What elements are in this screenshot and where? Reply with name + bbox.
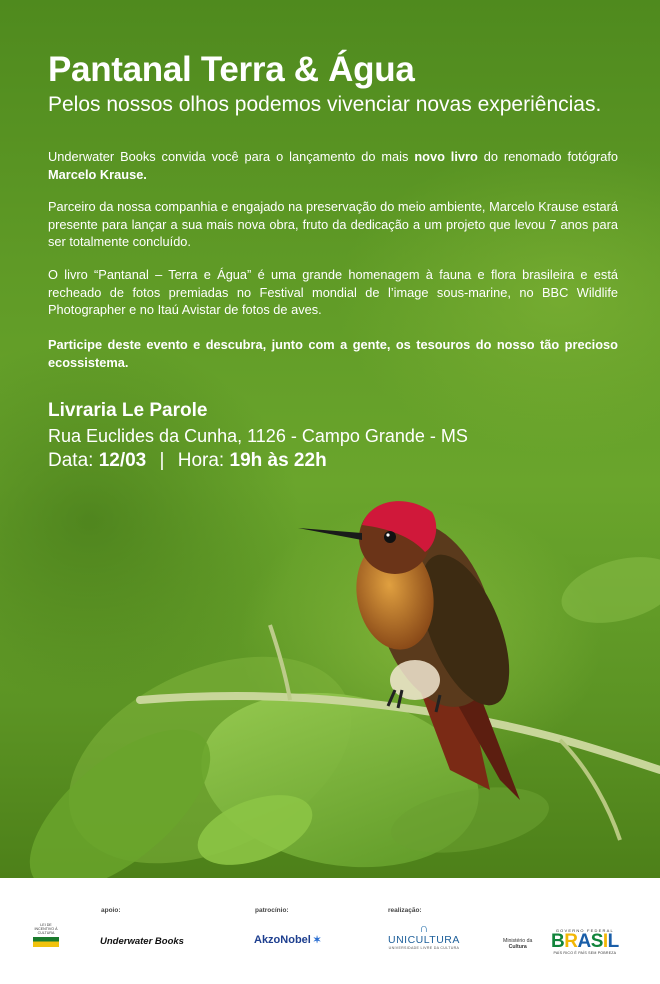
subtitle: Pelos nossos olhos podemos vivenciar novas experiências. bbox=[48, 93, 602, 116]
flag-icon bbox=[33, 937, 59, 947]
unicultura-mark-icon: ∩ bbox=[419, 921, 429, 935]
event-date: 12/03 bbox=[98, 450, 147, 471]
call-to-action-paragraph: Participe deste evento e descubra, junto com a gente, os tesouros do nosso tão precioso ecossistema. bbox=[48, 337, 618, 370]
lei-incentivo-logo bbox=[33, 923, 59, 957]
unicultura-subtitle: UNIVERSIDADE LIVRE DA CULTURA bbox=[388, 946, 460, 950]
time-label: Hora: bbox=[177, 450, 225, 471]
event-time: 19h às 22h bbox=[229, 450, 327, 471]
unicultura-logo bbox=[388, 922, 460, 950]
akzonobel-logo bbox=[254, 934, 321, 946]
brasil-wordmark bbox=[551, 933, 619, 951]
governo-brasil-logo bbox=[551, 928, 619, 955]
underwater-books-logo: Underwater Books bbox=[100, 936, 184, 947]
event-datetime bbox=[48, 450, 327, 472]
intro-text: Underwater Books convida você para o lançamento do mais bbox=[48, 149, 415, 164]
brasil-slogan: PAÍS RICO É PAÍS SEM POBREZA bbox=[553, 951, 617, 955]
partner-paragraph: Parceiro da nossa companhia e engajado na preservação do meio ambiente, Marcelo Krause estará presente para lançar a sua mais nova obra, fruto da dedicação a um projeto que levou 7 anos para ser totalmente concluído. bbox=[48, 199, 618, 250]
intro-text-2: do renomado fotógrafo bbox=[477, 149, 618, 164]
brasil-letter: R bbox=[564, 931, 578, 952]
brasil-letter: S bbox=[590, 931, 603, 952]
support-label: apoio: bbox=[101, 907, 121, 914]
datetime-separator: | bbox=[159, 450, 165, 471]
brasil-letter: A bbox=[577, 931, 591, 952]
akzonobel-figure-icon: ✶ bbox=[312, 935, 322, 946]
brasil-letter: I bbox=[602, 931, 608, 952]
governo-federal-text: GOVERNO FEDERAL bbox=[555, 928, 614, 933]
unicultura-name: UNICULTURA bbox=[388, 934, 460, 946]
cultura-text: Cultura bbox=[508, 944, 527, 950]
organizer-label: realização: bbox=[388, 907, 422, 914]
date-label: Data: bbox=[48, 450, 94, 471]
brasil-letter: B bbox=[551, 931, 565, 952]
akzonobel-text: AkzoNobel bbox=[254, 934, 311, 946]
ministerio-text: Ministério da bbox=[503, 938, 533, 944]
new-book-highlight: novo livro bbox=[414, 149, 478, 164]
sponsorship-label: patrocínio: bbox=[255, 907, 289, 914]
venue-address: Rua Euclides da Cunha, 1126 - Campo Grande - MS bbox=[48, 426, 468, 446]
ministerio-cultura-logo bbox=[503, 938, 532, 950]
book-paragraph: O livro “Pantanal – Terra e Água” é uma grande homenagem à fauna e flora brasileira e está recheado de fotos premiadas no Festival mondial de l’image sous-marine, no BBC Wildlife Photographer e no Itaú Avistar de fotos de aves. bbox=[48, 267, 618, 318]
intro-paragraph bbox=[48, 148, 618, 183]
brasil-letter: L bbox=[607, 931, 619, 952]
lei-incentivo-text: LEI DE INCENTIVO À CULTURA bbox=[34, 923, 58, 935]
venue-name: Livraria Le Parole bbox=[48, 400, 208, 421]
page-title: Pantanal Terra & Água bbox=[48, 50, 415, 89]
photographer-name: Marcelo Krause. bbox=[48, 166, 147, 182]
